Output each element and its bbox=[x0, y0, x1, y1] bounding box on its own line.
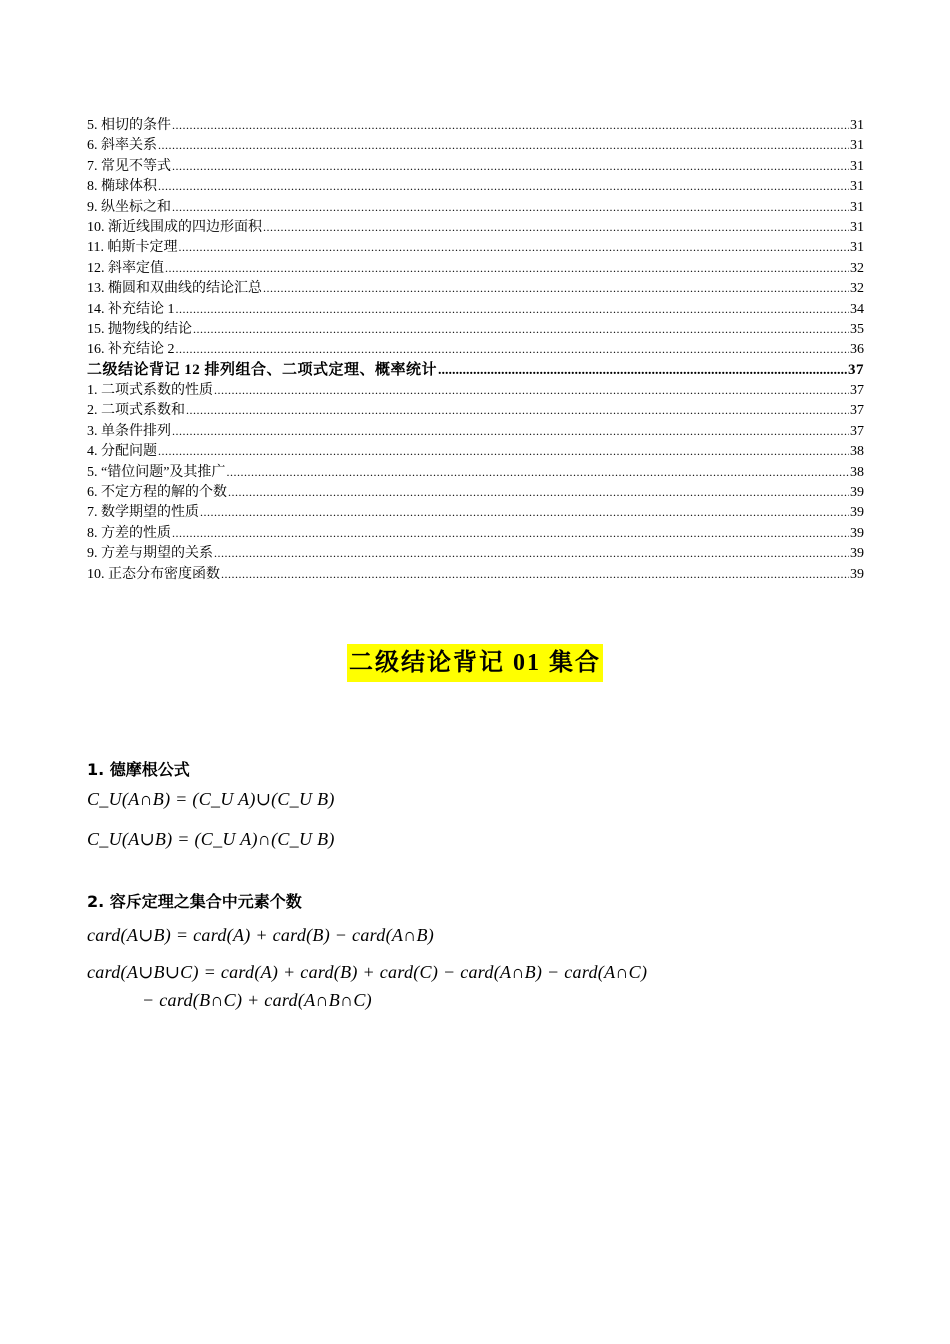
toc-row[interactable] bbox=[87, 421, 864, 441]
toc-row[interactable] bbox=[87, 400, 864, 420]
chapter-heading: 二级结论背记 01 集合 bbox=[347, 644, 603, 682]
toc-leader bbox=[438, 361, 847, 381]
toc-leader bbox=[172, 156, 849, 176]
toc-leader bbox=[263, 217, 849, 237]
section-title-inclusion-exclusion: 2. 容斥定理之集合中元素个数 bbox=[87, 892, 302, 911]
toc-label: 10. 渐近线围成的四边形面积 bbox=[87, 219, 262, 235]
toc-leader bbox=[214, 543, 849, 563]
toc-row[interactable] bbox=[87, 380, 864, 400]
toc-leader bbox=[193, 319, 849, 339]
toc-row[interactable] bbox=[87, 135, 864, 155]
toc-page-number: 31 bbox=[850, 138, 864, 154]
toc-page-number: 31 bbox=[850, 118, 864, 133]
toc-label: 3. 单条件排列 bbox=[87, 423, 171, 439]
toc-leader bbox=[172, 115, 849, 135]
toc-label: 4. 分配问题 bbox=[87, 444, 157, 460]
toc-row[interactable] bbox=[87, 156, 864, 176]
toc-row[interactable] bbox=[87, 462, 864, 482]
table-of-contents bbox=[87, 115, 864, 584]
toc-row[interactable] bbox=[87, 482, 864, 502]
toc-row[interactable] bbox=[87, 339, 864, 359]
toc-page-number: 32 bbox=[850, 260, 864, 276]
toc-page-number: 32 bbox=[850, 281, 864, 297]
toc-row[interactable] bbox=[87, 115, 864, 135]
toc-row[interactable] bbox=[87, 319, 864, 339]
toc-row[interactable] bbox=[87, 564, 864, 584]
toc-leader bbox=[172, 421, 849, 441]
toc-page-number: 39 bbox=[850, 566, 864, 582]
toc-page-number: 38 bbox=[850, 464, 864, 480]
toc-label: 15. 抛物线的结论 bbox=[87, 321, 192, 337]
toc-label: 12. 斜率定值 bbox=[87, 260, 164, 276]
toc-page-number: 34 bbox=[850, 301, 864, 317]
toc-leader bbox=[172, 197, 849, 217]
toc-leader bbox=[172, 523, 849, 543]
toc-leader bbox=[158, 441, 849, 461]
toc-label: 7. 数学期望的性质 bbox=[87, 505, 199, 521]
toc-leader bbox=[214, 380, 849, 400]
toc-label: 5. “错位问题”及其推广 bbox=[87, 464, 226, 480]
toc-leader bbox=[226, 462, 849, 482]
toc-row[interactable] bbox=[87, 278, 864, 298]
toc-label: 7. 常见不等式 bbox=[87, 158, 171, 174]
toc-page-number: 36 bbox=[850, 342, 864, 358]
toc-label: 9. 方差与期望的关系 bbox=[87, 546, 213, 562]
toc-label: 8. 方差的性质 bbox=[87, 525, 171, 541]
toc-page-number: 35 bbox=[850, 321, 864, 337]
toc-label: 13. 椭圆和双曲线的结论汇总 bbox=[87, 281, 262, 297]
toc-page-number: 31 bbox=[850, 199, 864, 215]
toc-page-number: 37 bbox=[850, 403, 864, 419]
toc-row[interactable] bbox=[87, 502, 864, 522]
formula-card-two-sets: card(A∪B) = card(A) + card(B) − card(A∩B) bbox=[87, 925, 435, 945]
formula-card-three-sets-continued: − card(B∩C) + card(A∩B∩C) bbox=[142, 990, 372, 1010]
toc-row[interactable] bbox=[87, 523, 864, 543]
toc-label: 1. 二项式系数的性质 bbox=[87, 383, 213, 399]
toc-row[interactable] bbox=[87, 299, 864, 319]
toc-page-number: 37 bbox=[850, 383, 864, 399]
toc-row[interactable] bbox=[87, 197, 864, 217]
toc-row[interactable] bbox=[87, 237, 864, 257]
toc-row[interactable] bbox=[87, 441, 864, 461]
toc-label: 14. 补充结论 1 bbox=[87, 301, 175, 317]
toc-leader bbox=[176, 299, 850, 319]
toc-page-number: 31 bbox=[850, 179, 864, 195]
toc-row[interactable] bbox=[87, 258, 864, 278]
toc-page-number: 37 bbox=[848, 361, 864, 378]
toc-leader bbox=[165, 258, 849, 278]
toc-page-number: 31 bbox=[850, 219, 864, 235]
toc-label: 11. 帕斯卡定理 bbox=[87, 240, 178, 256]
toc-label: 5. 相切的条件 bbox=[87, 118, 171, 133]
toc-page-number: 39 bbox=[850, 485, 864, 501]
toc-leader bbox=[200, 502, 849, 522]
formula-de-morgan-1: C_U(A∩B) = (C_U A)∪(C_U B) bbox=[87, 789, 335, 809]
toc-row[interactable] bbox=[87, 543, 864, 563]
toc-label: 2. 二项式系数和 bbox=[87, 403, 185, 419]
toc-leader bbox=[158, 135, 849, 155]
toc-leader bbox=[186, 400, 849, 420]
toc-label: 6. 斜率关系 bbox=[87, 138, 157, 154]
toc-label: 8. 椭球体积 bbox=[87, 179, 157, 195]
toc-page-number: 31 bbox=[850, 240, 864, 256]
toc-page-number: 37 bbox=[850, 423, 864, 439]
toc-page-number: 39 bbox=[850, 525, 864, 541]
formula-de-morgan-2: C_U(A∪B) = (C_U A)∩(C_U B) bbox=[87, 829, 335, 849]
toc-chapter-row[interactable] bbox=[87, 360, 864, 380]
toc-label: 10. 正态分布密度函数 bbox=[87, 566, 220, 582]
toc-label: 6. 不定方程的解的个数 bbox=[87, 485, 227, 501]
toc-page-number: 38 bbox=[850, 444, 864, 460]
toc-leader bbox=[176, 339, 850, 359]
section-title-de-morgan: 1. 德摩根公式 bbox=[87, 760, 190, 779]
toc-page-number: 31 bbox=[850, 158, 864, 174]
toc-label: 9. 纵坐标之和 bbox=[87, 199, 171, 215]
toc-row[interactable] bbox=[87, 217, 864, 237]
toc-leader bbox=[263, 278, 849, 298]
toc-label: 16. 补充结论 2 bbox=[87, 342, 175, 358]
toc-row[interactable] bbox=[87, 176, 864, 196]
toc-leader bbox=[221, 564, 849, 584]
toc-leader bbox=[178, 237, 849, 257]
toc-page-number: 39 bbox=[850, 546, 864, 562]
formula-card-three-sets: card(A∪B∪C) = card(A) + card(B) + card(C) − card(A∩B) − card(A∩C) bbox=[87, 962, 648, 982]
toc-leader bbox=[228, 482, 849, 502]
toc-page-number: 39 bbox=[850, 505, 864, 521]
toc-leader bbox=[158, 176, 849, 196]
toc-label: 二级结论背记 12 排列组合、二项式定理、概率统计 bbox=[87, 361, 438, 378]
